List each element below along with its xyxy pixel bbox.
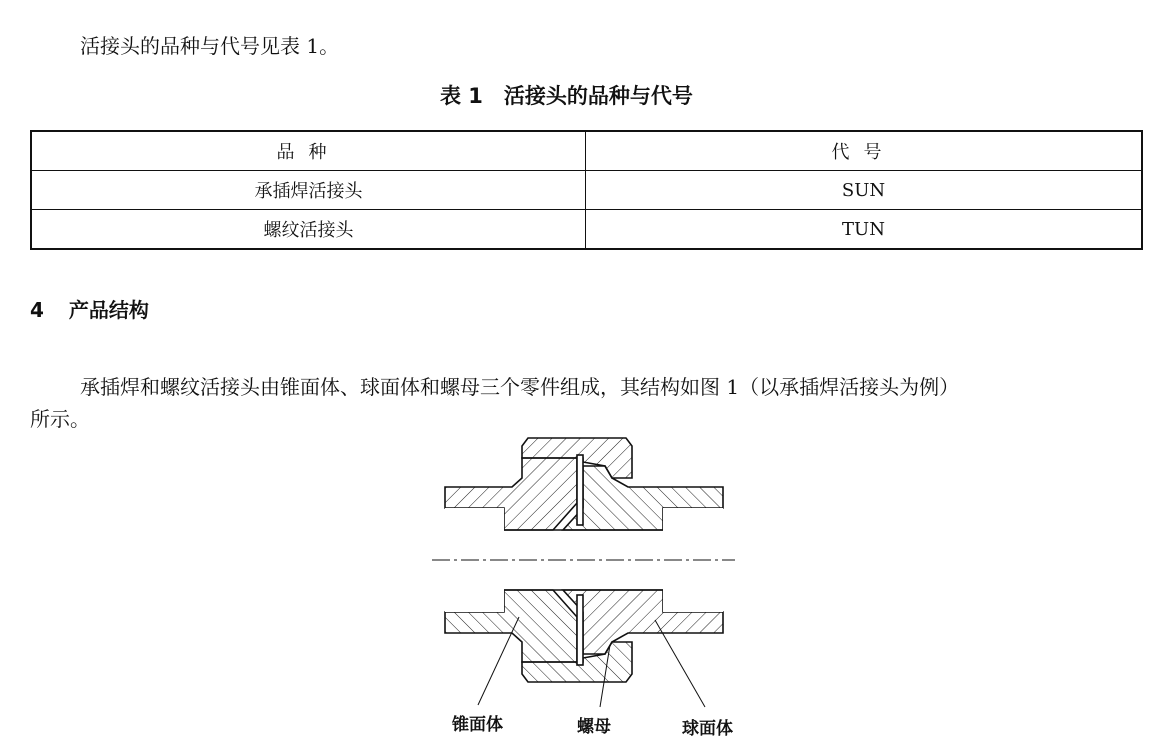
header-cell: 代号 (586, 131, 1143, 171)
paragraph-line: 所示。 (30, 407, 90, 431)
section-title: 产品结构 (68, 298, 149, 322)
table-cell: TUN (586, 210, 1143, 250)
intro-text: 活接头的品种与代号见表 1。 (80, 34, 340, 58)
label-nut: 螺母 (577, 717, 611, 737)
table-title: 表 1 活接头的品种与代号 (440, 84, 693, 108)
table-cell: 螺纹活接头 (31, 210, 586, 250)
table-cell: 承插焊活接头 (31, 171, 586, 210)
header-cell: 品种 (31, 131, 586, 171)
label-ball-body: 球面体 (682, 719, 733, 739)
table-cell: SUN (586, 171, 1143, 210)
label-cone-body: 锥面体 (452, 715, 503, 735)
section-number: 4 (30, 298, 44, 322)
paragraph-line: 承插焊和螺纹活接头由锥面体、球面体和螺母三个零件组成，其结构如图 1（以承插焊活接头为例） (80, 375, 960, 399)
